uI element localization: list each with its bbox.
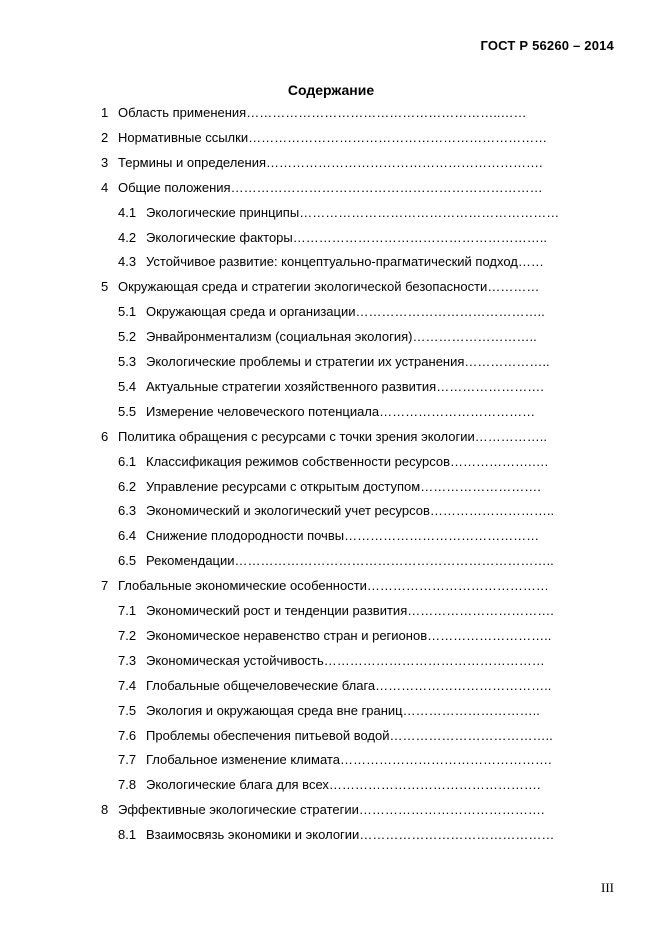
- toc-entry-number: 7.1: [118, 603, 137, 618]
- toc-entry-number: 5.5: [118, 403, 137, 419]
- toc-entry[interactable]: [118, 453, 620, 471]
- toc-entry-title: Эффективные экологические стратегии: [118, 802, 359, 818]
- toc-entry-leader-dots: ……………………….: [420, 478, 541, 494]
- toc-entry-number: 3: [101, 154, 109, 170]
- toc-entry-title: Глобальные экономические особенности: [118, 578, 367, 594]
- toc-entry-title: Рекомендации: [146, 553, 235, 569]
- toc-entry[interactable]: [118, 204, 620, 222]
- toc-entry-leader-dots: ………………………..: [429, 503, 555, 519]
- toc-entry[interactable]: [118, 776, 620, 794]
- toc-entry-number: 6.3: [118, 503, 137, 519]
- toc-entry-title: Экологические факторы: [146, 229, 293, 245]
- toc-entry-number: 2: [101, 129, 109, 145]
- toc-entry-number: 4: [101, 179, 109, 195]
- toc-entry[interactable]: [118, 303, 620, 321]
- toc-entry-leader-dots: ………………………..: [427, 627, 552, 643]
- toc-entry-number: 5.3: [118, 354, 137, 369]
- toc-entry[interactable]: [118, 328, 620, 346]
- toc-entry-number: 1: [101, 105, 109, 120]
- toc-entry-leader-dots: …………: [487, 279, 540, 295]
- toc-entry-number: 8: [101, 802, 109, 818]
- toc-entry-title: Взаимосвязь экономики и экологии: [146, 827, 360, 843]
- toc-entry[interactable]: [118, 627, 620, 645]
- toc-entry-title: Термины и определения: [118, 154, 267, 170]
- toc-entry-title: Глобальные общечеловеческие блага: [146, 677, 376, 693]
- toc-entry-number: 6.4: [118, 528, 137, 544]
- toc-entry-title: Экологические принципы: [146, 204, 300, 220]
- toc-entry-leader-dots: …………………………………..: [375, 677, 552, 693]
- toc-entry[interactable]: [118, 826, 620, 844]
- toc-entry-leader-dots: ………………………………..: [389, 727, 553, 743]
- toc-entry[interactable]: [118, 378, 620, 396]
- toc-entry-title: Экономическое неравенство стран и регионов: [146, 627, 428, 643]
- toc-entry[interactable]: [118, 652, 620, 670]
- toc-entry-title: Экономический рост и тенденции развития: [146, 603, 408, 618]
- toc-entry-leader-dots: ……………………………………..: [355, 304, 545, 320]
- toc-entry[interactable]: [118, 602, 620, 620]
- toc-entry[interactable]: [101, 428, 620, 446]
- toc-entry-leader-dots: ………………..: [464, 354, 550, 369]
- toc-entry[interactable]: [118, 527, 620, 545]
- toc-entry[interactable]: [118, 353, 620, 371]
- toc-entry-number: 6.1: [118, 453, 137, 469]
- toc-entry-number: 7.8: [118, 777, 137, 793]
- toc-entry-title: Окружающая среда и организации: [146, 304, 356, 320]
- toc-entry-number: 7.5: [118, 702, 137, 718]
- toc-entry-leader-dots: ………………………………………: [344, 528, 540, 544]
- toc-entry-leader-dots: ………………………..: [412, 329, 537, 345]
- toc-entry[interactable]: [118, 677, 620, 695]
- toc-entry-leader-dots: …………………………………….: [358, 802, 545, 818]
- toc-entry[interactable]: [118, 552, 620, 570]
- toc-entry-number: 5.2: [118, 329, 137, 345]
- toc-entry-number: 6: [101, 428, 109, 444]
- toc-entry-title: Классификация режимов собственности ресурсов: [146, 453, 450, 469]
- toc-entry-title: Энвайронментализм (социальная экология): [146, 329, 413, 345]
- toc-entry[interactable]: [101, 801, 620, 819]
- toc-entry-leader-dots: …………………………….: [407, 603, 554, 618]
- toc-entry-title: Политика обращения с ресурсами с точки зрения экологии: [118, 428, 475, 444]
- toc-entry-leader-dots: ………………………………………………………………: [230, 179, 543, 195]
- toc-entry[interactable]: [101, 154, 620, 172]
- toc-entry-leader-dots: ………………………………: [379, 403, 536, 419]
- toc-entry-number: 6.2: [118, 478, 137, 494]
- toc-entry-title: Измерение человеческого потенциала: [146, 403, 380, 419]
- toc-entry-number: 7.7: [118, 752, 137, 768]
- toc-entry-leader-dots: ……………………………………: [366, 578, 549, 594]
- toc-entry-number: 5.1: [118, 304, 137, 320]
- toc-entry-title: Снижение плодородности почвы: [146, 528, 345, 544]
- toc-entry-leader-dots: ……………………………………………: [323, 652, 545, 668]
- toc-entry-title: Устойчивое развитие: концептуально-прагматический подход: [146, 254, 518, 270]
- toc-entry[interactable]: [101, 129, 620, 147]
- toc-entry-number: 7: [101, 578, 109, 594]
- toc-entry-leader-dots: ………………………………………….: [328, 777, 541, 793]
- toc-entry-leader-dots: ……………………………………………………………: [248, 129, 548, 145]
- toc-entry-number: 8.1: [118, 827, 137, 843]
- document-standard-number: ГОСТ Р 56260 – 2014: [480, 38, 614, 53]
- toc-entry[interactable]: [118, 253, 620, 271]
- toc-entry[interactable]: [101, 179, 620, 197]
- toc-entry-number: 5.4: [118, 378, 137, 394]
- toc-entry-title: Экологические проблемы и стратегии их устранения: [146, 354, 465, 369]
- toc-entry-leader-dots: ……: [517, 254, 544, 270]
- toc-entry-leader-dots: …………………………………………………..……: [246, 105, 527, 120]
- toc-entry[interactable]: [118, 751, 620, 769]
- toc-entry-number: 4.2: [118, 229, 137, 245]
- toc-entry-title: Область применения: [118, 105, 247, 120]
- toc-entry-leader-dots: ……………………………………………………: [299, 204, 560, 220]
- toc-entry-title: Окружающая среда и стратегии экологической безопасности: [118, 279, 488, 295]
- toc-entry-leader-dots: ………………………………………: [359, 827, 555, 843]
- toc-entry-number: 5: [101, 279, 109, 295]
- page-number: III: [601, 880, 614, 895]
- toc-entry-number: 6.5: [118, 553, 137, 569]
- toc-entry-number: 7.6: [118, 727, 137, 743]
- toc-entry-number: 7.4: [118, 677, 137, 693]
- toc-entry-title: Проблемы обеспечения питьевой водой: [146, 727, 390, 743]
- toc-entry[interactable]: [118, 702, 620, 720]
- toc-entry[interactable]: [118, 478, 620, 496]
- toc-title: Содержание: [287, 82, 375, 98]
- toc-entry-title: Экологические блага для всех: [146, 777, 329, 793]
- toc-entry[interactable]: [118, 403, 620, 421]
- toc-entry[interactable]: [101, 577, 620, 595]
- toc-entry-title: Глобальное изменение климата: [146, 752, 340, 768]
- toc-entry-title: Экология и окружающая среда вне границ: [146, 702, 403, 718]
- toc-entry[interactable]: [118, 502, 620, 520]
- toc-entry-title: Экономический и экологический учет ресурсов: [146, 503, 430, 519]
- toc-entry-title: Нормативные ссылки: [118, 129, 249, 145]
- toc-entry[interactable]: [118, 727, 620, 745]
- toc-entry-leader-dots: …………………………………………………..: [292, 229, 547, 245]
- toc-entry-leader-dots: ……………….….: [450, 453, 549, 469]
- toc-entry[interactable]: [101, 278, 620, 296]
- toc-entry-number: 4.3: [118, 254, 137, 270]
- toc-entry-number: 4.1: [118, 204, 137, 220]
- toc-entry-leader-dots: …………………….: [436, 378, 544, 394]
- toc-entry-leader-dots: ……………..: [474, 428, 547, 444]
- toc-entry-leader-dots: ……………………………………………………….: [266, 154, 543, 170]
- toc-entry-leader-dots: ………………………………………………………………..: [234, 553, 554, 569]
- toc-entry-number: 7.2: [118, 627, 137, 643]
- toc-entry-number: 7.3: [118, 652, 137, 668]
- toc-entry-leader-dots: ………………………………………….: [339, 752, 552, 768]
- toc-entry-title: Экономическая устойчивость: [146, 652, 324, 668]
- toc-entry-leader-dots: …………………………..: [402, 702, 540, 718]
- toc-entry[interactable]: [101, 104, 620, 122]
- toc-entry-title: Актуальные стратегии хозяйственного развития: [146, 378, 437, 394]
- toc-entry-title: Управление ресурсами с открытым доступом: [146, 478, 421, 494]
- toc-entry[interactable]: [118, 229, 620, 247]
- toc-entry-title: Общие положения: [118, 179, 231, 195]
